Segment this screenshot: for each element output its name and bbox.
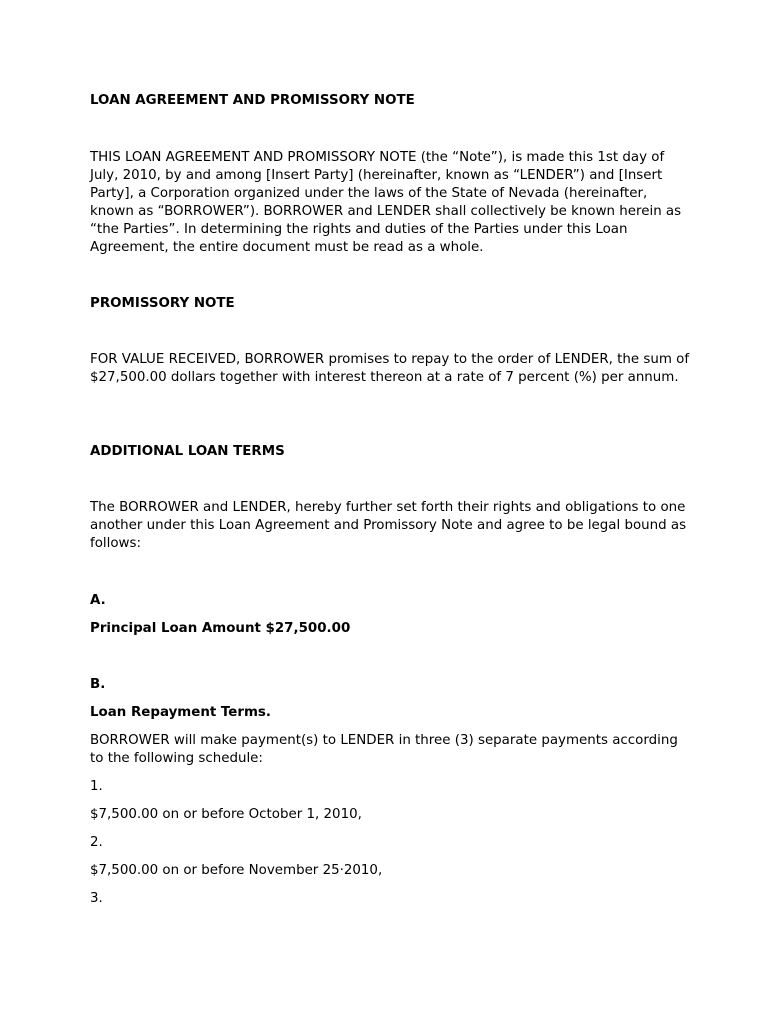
additional-terms-paragraph: The BORROWER and LENDER, hereby further set forth their rights and obligations to one another under this Loan Agreement and Promissory Note and agree to be legal bound as follows: <box>90 500 687 551</box>
schedule-item-number: 2. <box>90 835 103 850</box>
schedule-item-text: $7,500.00 on or before November 25·2010, <box>90 863 383 878</box>
schedule-item-number: 3. <box>90 891 103 906</box>
schedule-item-number: 1. <box>90 779 103 794</box>
section-b-paragraph: BORROWER will make payment(s) to LENDER in three (3) separate payments according to the following schedule: <box>90 733 678 766</box>
promissory-note-paragraph: FOR VALUE RECEIVED, BORROWER promises to repay to the order of LENDER, the sum of $27,500.00 dollars together with interest thereon at a rate of 7 percent (%) per annum. <box>90 352 690 385</box>
section-b-letter: B. <box>90 677 106 692</box>
section-a-letter: A. <box>90 593 106 608</box>
section-a-title: Principal Loan Amount $27,500.00 <box>90 621 351 636</box>
document-title: LOAN AGREEMENT AND PROMISSORY NOTE <box>90 93 415 108</box>
schedule-item-text: $7,500.00 on or before October 1, 2010, <box>90 807 362 822</box>
section-b-title: Loan Repayment Terms. <box>90 705 271 720</box>
promissory-note-heading: PROMISSORY NOTE <box>90 296 235 311</box>
intro-paragraph: THIS LOAN AGREEMENT AND PROMISSORY NOTE (the “Note”), is made this 1st day of July, 2010, by and among [Insert Party] (hereinafter, known as “LENDER”) and [Insert Party], a Corporation organized under the laws of the State of Nevada (hereinafter, known as “BORROWER”). BORROWER and LENDER shall collectively be known herein as “the Parties”. In determining the rights and duties of the Parties under this Loan Agreement, the entire document must be read as a whole. <box>90 150 682 255</box>
additional-terms-heading: ADDITIONAL LOAN TERMS <box>90 444 285 459</box>
